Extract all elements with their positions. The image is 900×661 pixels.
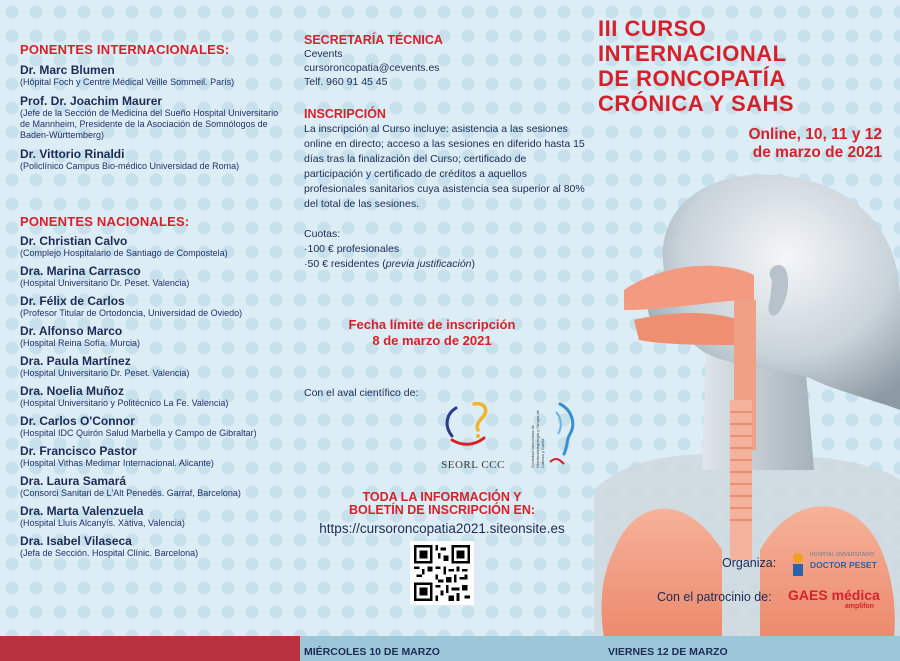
- speaker-name: Dr. Félix de Carlos: [20, 294, 125, 308]
- cuota-residentes-main: ·50 € residentes (: [304, 258, 386, 270]
- speaker-affiliation: (Hospital IDC Quirón Salud Marbella y Campo de Gibraltar): [20, 428, 257, 438]
- speaker-name: Prof. Dr. Joachim Maurer: [20, 94, 163, 108]
- day1-label: MIÉRCOLES 10 DE MARZO: [304, 646, 440, 658]
- amplifon-text: amplifon: [844, 603, 874, 610]
- speaker-item: [20, 264, 282, 289]
- secretaria-org: Cevents: [304, 48, 343, 60]
- speaker-name: Dra. Paula Martínez: [20, 354, 131, 368]
- aval-label: Con el aval científico de:: [304, 387, 419, 399]
- deadline-block: [292, 317, 572, 349]
- speaker-name: Dra. Marina Carrasco: [20, 264, 141, 278]
- info-url-link[interactable]: https://cursoroncopatia2021.siteonsite.es: [319, 521, 565, 536]
- speaker-item: [20, 414, 282, 439]
- course-date: [642, 126, 882, 162]
- speaker-item: [20, 354, 282, 379]
- international-speaker-list: [20, 63, 282, 172]
- speaker-item: [20, 324, 282, 349]
- seorl-logo-icon: [434, 398, 512, 454]
- secretaria-title: SECRETARÍA TÉCNICA: [304, 33, 443, 47]
- speaker-name: Dr. Vittorio Rinaldi: [20, 147, 125, 161]
- speaker-affiliation: (Hospital Reina Sofía. Murcia): [20, 338, 141, 348]
- course-date-line2: de marzo de 2021: [752, 144, 882, 161]
- day2-label: VIERNES 12 DE MARZO: [608, 646, 728, 658]
- gaes-logo: [788, 587, 888, 610]
- cuota-profesionales: ·100 € profesionales: [304, 243, 400, 255]
- speaker-item: [20, 444, 282, 469]
- course-title-line: III CURSO: [598, 16, 707, 41]
- international-section: [20, 42, 282, 172]
- speaker-affiliation: (Consorci Sanitari de L'Alt Penedès. Garraf, Barcelona): [20, 488, 241, 498]
- doctor-peset-small: HOSPITAL UNIVERSITARIO: [810, 552, 875, 558]
- speaker-affiliation: (Hospital Universitario y Politécnico La Fe. Valencia): [20, 398, 229, 408]
- course-title-line: DE RONCOPATÍA: [598, 66, 786, 91]
- cuotas-label: Cuotas:: [304, 228, 341, 240]
- course-title: [598, 16, 858, 116]
- cuota-residentes-end: ): [471, 258, 476, 270]
- svorl-logo-text: Sociedad Valenciana de Otorrinolaringología y Cirugía de Cabeza y Cuello: [530, 410, 545, 468]
- speaker-name: Dra. Marta Valenzuela: [20, 504, 144, 518]
- speakers-panel: [0, 0, 290, 636]
- secretaria-section: [304, 33, 584, 89]
- info-line1: TODA LA INFORMACIÓN Y: [362, 490, 522, 504]
- cuota-residentes-italic: previa justificación: [385, 258, 472, 270]
- speaker-name: Dr. Carlos O'Connor: [20, 414, 135, 428]
- doctor-peset-icon: [790, 552, 806, 576]
- speaker-affiliation: (Jefe de la Sección de Medicina del Sueño Hospital Universitario de Mannheim, Presidente de la Asociación de Somnólogos de Baden-Württemberg): [20, 108, 279, 140]
- national-section: [20, 214, 282, 559]
- speaker-name: Dra. Laura Samará: [20, 474, 127, 488]
- secretaria-email[interactable]: cursoroncopatia@cevents.es: [304, 62, 440, 74]
- info-line2: BOLETÍN DE INSCRIPCIÓN EN:: [348, 503, 536, 517]
- speaker-item: [20, 63, 282, 88]
- cover-panel: [594, 0, 900, 636]
- gaes-logo-text: GAES médica: [788, 587, 880, 603]
- inscripcion-section: [304, 107, 586, 272]
- national-title: PONENTES NACIONALES:: [20, 214, 190, 229]
- speaker-item: [20, 384, 282, 409]
- deadline-line1: Fecha límite de inscripción: [348, 317, 516, 332]
- bottom-bar: [0, 636, 900, 661]
- speaker-item: [20, 234, 282, 259]
- qr-code-icon: [414, 545, 470, 601]
- course-date-line1: Online, 10, 11 y 12: [748, 126, 882, 143]
- speaker-affiliation: (Hospital Vithas Medimar Internacional. Alicante): [20, 458, 214, 468]
- info-panel: [292, 0, 592, 636]
- international-title: PONENTES INTERNACIONALES:: [20, 42, 230, 57]
- speaker-name: Dr. Christian Calvo: [20, 234, 128, 248]
- speaker-affiliation: (Policlínico Campus Bio-médico Universidad de Roma): [20, 161, 240, 171]
- speaker-affiliation: (Hospital Universitario Dr. Peset. Valencia): [20, 368, 190, 378]
- speaker-item: [20, 147, 282, 172]
- speaker-item: [20, 294, 282, 319]
- speaker-item: [20, 474, 282, 499]
- national-speaker-list: [20, 234, 282, 559]
- speaker-name: Dra. Noelia Muñoz: [20, 384, 125, 398]
- doctor-peset-main: DOCTOR PESET: [810, 560, 877, 570]
- course-title-line: INTERNACIONAL: [598, 41, 787, 66]
- bottom-bar-right: [600, 636, 900, 661]
- speaker-item: [20, 534, 282, 559]
- bottom-bar-mid: [300, 636, 600, 661]
- patrocinio-label: Con el patrocinio de:: [657, 590, 772, 604]
- course-title-lines: [598, 16, 858, 116]
- info-block: [292, 491, 592, 536]
- course-title-line: CRÓNICA Y SAHS: [598, 91, 795, 116]
- speaker-affiliation: (Complejo Hospitalario de Santiago de Compostela): [20, 248, 228, 258]
- speaker-affiliation: (Profesor Titular de Ortodoncia, Universidad de Oviedo): [20, 308, 243, 318]
- speaker-affiliation: (Hôpital Foch y Centre Médical Veille Sommeil. París): [20, 77, 235, 87]
- speaker-item: [20, 504, 282, 529]
- deadline-line2: 8 de marzo de 2021: [372, 333, 492, 348]
- speaker-name: Dr. Francisco Pastor: [20, 444, 137, 458]
- secretaria-phone: Telf. 960 91 45 45: [304, 76, 388, 88]
- seorl-logo: [434, 398, 512, 470]
- seorl-logo-text: SEORL CCC: [441, 459, 505, 471]
- speaker-affiliation: (Hospital Universitario Dr. Peset. Valencia): [20, 278, 190, 288]
- speaker-item: [20, 94, 282, 141]
- doctor-peset-logo: [790, 550, 880, 578]
- speaker-name: Dr. Marc Blumen: [20, 63, 115, 77]
- qr-code[interactable]: [410, 541, 474, 605]
- speaker-name: Dra. Isabel Vilaseca: [20, 534, 132, 548]
- speaker-name: Dr. Alfonso Marco: [20, 324, 123, 338]
- cuota-residentes: [304, 257, 586, 272]
- svorl-logo: [526, 398, 582, 470]
- bottom-bar-left: [0, 636, 300, 661]
- organiza-label: Organiza:: [722, 556, 777, 570]
- speaker-affiliation: (Hospital Lluís Alcanyís. Xàtiva, Valencia): [20, 518, 185, 528]
- inscripcion-text: La inscripción al Curso incluye: asistencia a las sesiones online en directo; acceso a las sesiones en diferido hasta 15 días tras la finalización del Curso; certificado de participación y certificado de créditos a aquellos profesionales sanitarios cuya asistencia sea superior al 80% del total de las sesiones.: [304, 123, 585, 210]
- svorl-logo-text-wrap: [528, 402, 552, 468]
- inscripcion-title: INSCRIPCIÓN: [304, 107, 386, 121]
- speaker-affiliation: (Jefa de Sección. Hospital Clínic. Barcelona): [20, 548, 199, 558]
